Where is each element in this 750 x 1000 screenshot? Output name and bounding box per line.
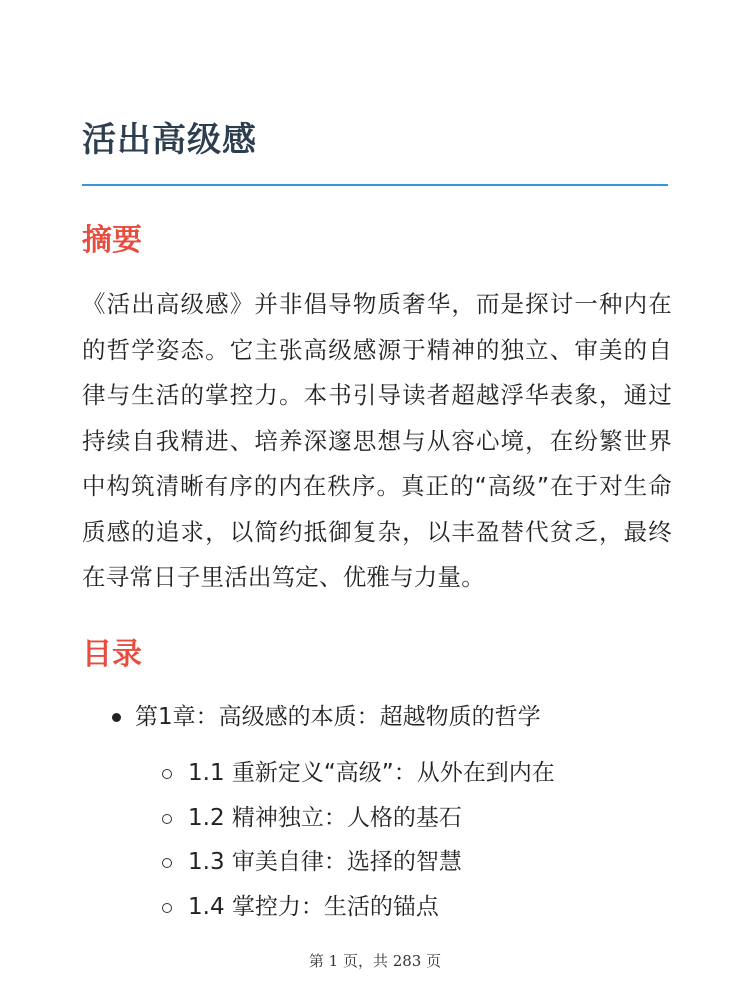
toc-section-1-3[interactable]: 1.3 审美自律：选择的智慧 xyxy=(188,849,462,875)
bullet-circle-icon xyxy=(162,903,172,913)
bullet-circle-icon xyxy=(162,858,172,868)
bullet-dot-icon xyxy=(112,713,121,722)
toc-section-1-2[interactable]: 1.2 精神独立：人格的基石 xyxy=(188,805,462,831)
toc-section-1-1[interactable]: 1.1 重新定义“高级”：从外在到内在 xyxy=(188,760,555,786)
abstract-heading: 摘要 xyxy=(82,223,142,258)
abstract-paragraph: 《活出高级感》并非倡导物质奢华，而是探讨一种内在的哲学姿态。它主张高级感源于精神的独立、审美的自律与生活的掌控力。本书引导读者超越浮华表象，通过持续自我精进、培养深邃思想与从容心境，在纷繁世界中构筑清晰有序的内在秩序。真正的“高级”在于对生命质感的追求，以简约抵御复杂，以丰盈替代贫乏，最终在寻常日子里活出笃定、优雅与力量。 xyxy=(82,290,672,591)
bullet-circle-icon xyxy=(162,814,172,824)
title-divider xyxy=(82,184,668,186)
toc-chapter-1[interactable]: 第1章：高级感的本质：超越物质的哲学 xyxy=(135,704,541,730)
toc-heading: 目录 xyxy=(82,637,142,672)
bullet-circle-icon xyxy=(162,769,172,779)
document-title: 活出高级感 xyxy=(82,120,257,160)
page-number-footer: 第 1 页，共 283 页 xyxy=(308,952,442,970)
toc-section-1-4[interactable]: 1.4 掌控力：生活的锚点 xyxy=(188,894,439,920)
